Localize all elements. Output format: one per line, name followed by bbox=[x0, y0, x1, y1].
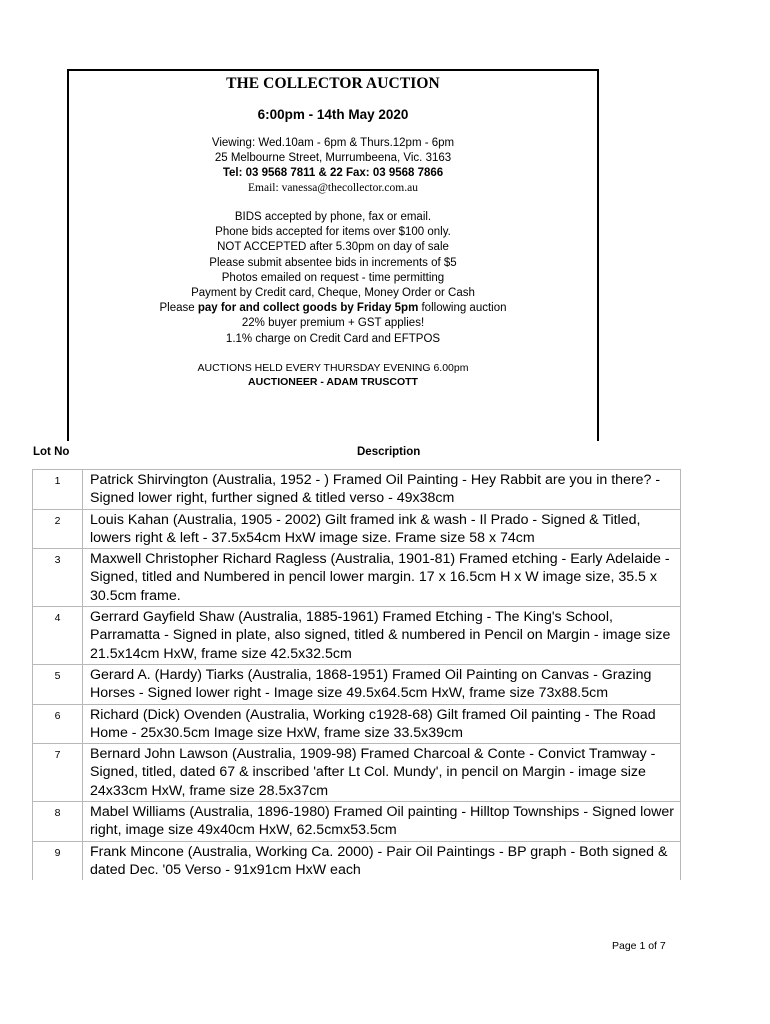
pay-collect-line bbox=[69, 301, 597, 316]
lot-no-header: Lot No bbox=[33, 446, 70, 458]
table-row bbox=[33, 470, 681, 510]
pay-prefix: Please bbox=[159, 302, 198, 315]
table-row bbox=[33, 704, 681, 744]
address: 25 Melbourne Street, Murrumbeena, Vic. 3163 bbox=[214, 152, 452, 164]
lot-number: 7 bbox=[33, 744, 83, 802]
term-line: Please submit absentee bids in increments of $5 bbox=[209, 256, 457, 269]
schedule-block bbox=[69, 361, 597, 389]
email: Email: vanessa@thecollector.com.au bbox=[248, 182, 418, 194]
auctioneer: AUCTIONEER - ADAM TRUSCOTT bbox=[248, 375, 418, 388]
table-row bbox=[33, 607, 681, 665]
table-row bbox=[33, 744, 681, 802]
pay-suffix: following auction bbox=[418, 302, 507, 315]
buyer-premium: 22% buyer premium + GST applies! bbox=[241, 317, 425, 330]
lot-table bbox=[32, 469, 681, 880]
page-number: Page 1 of 7 bbox=[612, 940, 666, 952]
lot-number: 4 bbox=[33, 607, 83, 665]
term-line: BIDS accepted by phone, fax or email. bbox=[234, 211, 432, 223]
lot-number: 3 bbox=[33, 549, 83, 607]
lot-number: 1 bbox=[33, 470, 83, 510]
lot-number: 8 bbox=[33, 802, 83, 842]
table-row bbox=[33, 549, 681, 607]
lot-description: Louis Kahan (Australia, 1905 - 2002) Gilt framed ink & wash - Il Prado - Signed & Titled, lowers right & left - 37.5x54cm HxW image size. Frame size 58 x 74cm bbox=[83, 509, 681, 549]
lot-number: 9 bbox=[33, 841, 83, 880]
auction-schedule: AUCTIONS HELD EVERY THURSDAY EVENING 6.00pm bbox=[197, 361, 469, 374]
auction-datetime: 6:00pm - 14th May 2020 bbox=[257, 107, 409, 122]
table-row bbox=[33, 664, 681, 704]
contact-block bbox=[69, 136, 597, 196]
terms-block bbox=[69, 210, 597, 347]
term-line: NOT ACCEPTED after 5.30pm on day of sale bbox=[217, 241, 449, 254]
lot-description: Gerrard Gayfield Shaw (Australia, 1885-1961) Framed Etching - The King's School, Parramatta - Signed in plate, also signed, titled & numbered in Pencil on Margin - image size 21.5x14cm HxW, frame size 42.5x32.5cm bbox=[83, 607, 681, 665]
lot-description: Maxwell Christopher Richard Ragless (Australia, 1901-81) Framed etching - Early Adelaide - Signed, titled and Numbered in pencil lower margin. 17 x 16.5cm H x W image size, 35.5 x 30.5cm frame. bbox=[83, 549, 681, 607]
table-row bbox=[33, 841, 681, 880]
table-row bbox=[33, 509, 681, 549]
lot-description: Bernard John Lawson (Australia, 1909-98) Framed Charcoal & Conte - Convict Tramway - Signed, titled, dated 67 & inscribed 'after Lt Col. Mundy', in pencil on Margin - image size 24x33cm HxW, frame size 28.5x37cm bbox=[83, 744, 681, 802]
lot-description: Richard (Dick) Ovenden (Australia, Working c1928-68) Gilt framed Oil painting - The Road Home - 25x30.5cm Image size HxW, frame size 33.5x39cm bbox=[83, 704, 681, 744]
phone-fax: Tel: 03 9568 7811 & 22 Fax: 03 9568 7866 bbox=[222, 167, 444, 179]
auction-title: THE COLLECTOR AUCTION bbox=[226, 75, 440, 92]
viewing-hours: Viewing: Wed.10am - 6pm & Thurs.12pm - 6pm bbox=[211, 137, 455, 149]
term-line: Payment by Credit card, Cheque, Money Order or Cash bbox=[191, 287, 475, 300]
lot-number: 2 bbox=[33, 509, 83, 549]
pay-bold-text: pay for and collect goods by Friday 5pm bbox=[197, 302, 419, 315]
lot-number: 6 bbox=[33, 704, 83, 744]
term-line: Photos emailed on request - time permitting bbox=[221, 271, 445, 284]
lot-description: Mabel Williams (Australia, 1896-1980) Framed Oil painting - Hilltop Townships - Signed lower right, image size 49x40cm HxW, 62.5cmx53.5cm bbox=[83, 802, 681, 842]
lot-description: Patrick Shirvington (Australia, 1952 - ) Framed Oil Painting - Hey Rabbit are you in there? - Signed lower right, further signed & titled verso - 49x38cm bbox=[83, 470, 681, 510]
lot-number: 5 bbox=[33, 664, 83, 704]
lot-description: Frank Mincone (Australia, Working Ca. 2000) - Pair Oil Paintings - BP graph - Both signed & dated Dec. '05 Verso - 91x91cm HxW each bbox=[83, 841, 681, 880]
auction-header-box bbox=[67, 69, 599, 441]
description-header: Description bbox=[357, 446, 421, 458]
table-row bbox=[33, 802, 681, 842]
card-charge: 1.1% charge on Credit Card and EFTPOS bbox=[225, 332, 441, 345]
term-line: Phone bids accepted for items over $100 only. bbox=[215, 226, 451, 239]
lot-description: Gerard A. (Hardy) Tiarks (Australia, 1868-1951) Framed Oil Painting on Canvas - Grazing Horses - Signed lower right - Image size 49.5x64.5cm HxW, frame size 73x88.5cm bbox=[83, 664, 681, 704]
